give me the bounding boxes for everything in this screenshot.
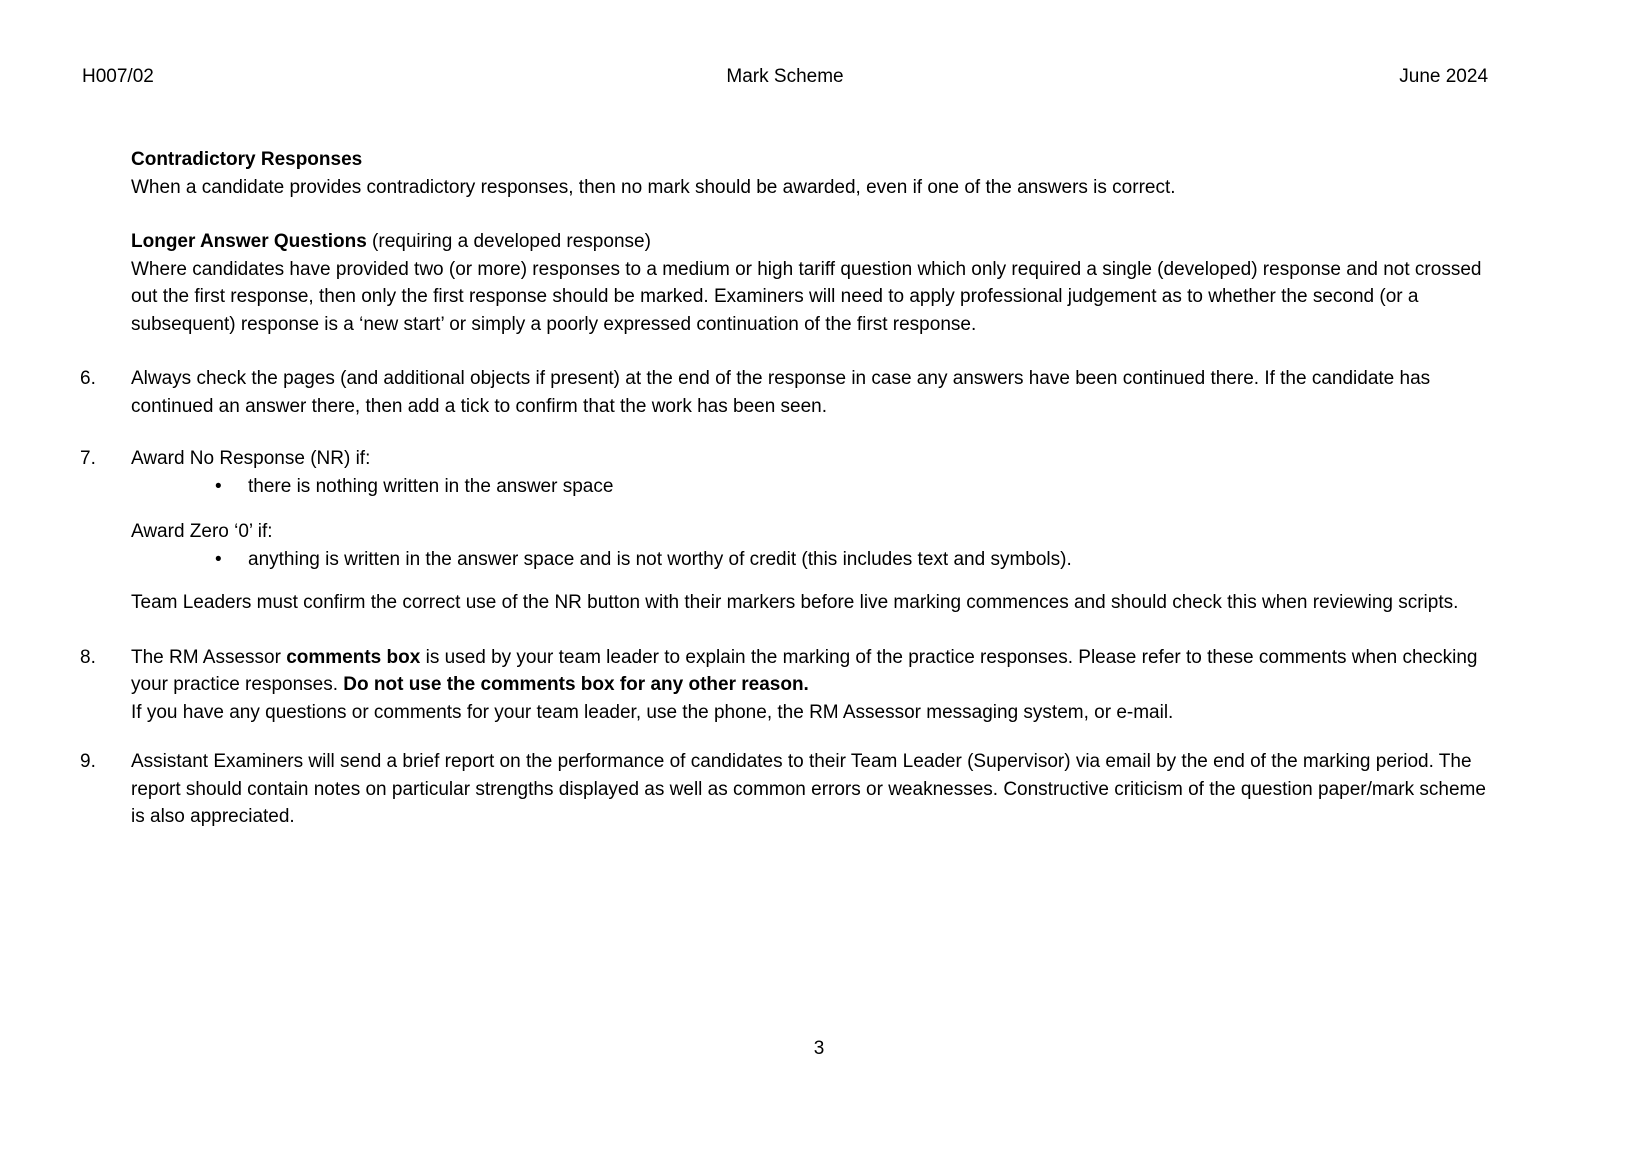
page-footer <box>0 1035 1638 1063</box>
section-longer-answer-questions <box>131 228 1488 338</box>
item-8-paragraph <box>131 644 1488 699</box>
page-header <box>82 63 1488 91</box>
item-9-paragraph: Assistant Examiners will send a brief report on the performance of candidates to their Team Leader (Supervisor) via email by the end of the marking period. The report should contain notes on particular strengths displayed as well as common errors or weaknesses. Constructive criticism of the question paper/mark scheme is also appreciated. <box>131 751 1486 827</box>
item-6-number: 6. <box>80 368 96 389</box>
header-paper-code: H007/02 <box>82 66 154 87</box>
item-7-team-leaders-paragraph: Team Leaders must confirm the correct use of the NR button with their markers before live marking commences and should check this when reviewing scripts. <box>131 592 1459 613</box>
item-7-nr-bullet <box>131 473 1488 501</box>
item-7-award-nr-intro: Award No Response (NR) if: <box>131 448 371 469</box>
header-document-title: Mark Scheme <box>726 66 844 87</box>
contradictory-responses-paragraph: When a candidate provides contradictory responses, then no mark should be awarded, even if one of the answers is correct. <box>131 176 1176 198</box>
document-body <box>80 146 1488 831</box>
list-item-8 <box>80 644 1488 727</box>
item-7-zero-bullet <box>131 546 1488 574</box>
longer-answer-heading-bold: Longer Answer Questions <box>131 231 367 252</box>
longer-answer-paragraph: Where candidates have provided two (or more) responses to a medium or high tariff question which only required a single (developed) response and not crossed out the first response, then only the first response should be marked. Examiners will need to apply professional judgement as to whether the second (or a subsequent) response is a ‘new start’ or simply a poorly expressed continuation of the first response. <box>131 258 1482 335</box>
list-item-9 <box>80 748 1488 831</box>
item-8-contact-line: If you have any questions or comments for your team leader, use the phone, the RM Assessor messaging system, or e-mail. <box>131 701 1174 723</box>
longer-answer-heading <box>131 228 1488 256</box>
item-7-zero-bullet-text: anything is written in the answer space and is not worthy of credit (this includes text and symbols). <box>248 548 1072 570</box>
item-8-text-2: is used by your team leader to explain the marking of the practice responses. Please refer to these comments when checking your practice responses. <box>131 646 1478 695</box>
bullet-icon: • <box>215 475 222 497</box>
section-contradictory-responses <box>131 146 1488 201</box>
item-7-nr-bullet-text: there is nothing written in the answer space <box>248 475 614 497</box>
page-number: 3 <box>813 1038 825 1059</box>
longer-answer-heading-normal: (requiring a developed response) <box>366 231 651 252</box>
item-8-warning-bold: Do not use the comments box for any other reason. <box>343 674 809 695</box>
item-8-number: 8. <box>80 646 96 668</box>
item-8-comments-box-bold: comments box <box>286 646 421 668</box>
item-6-paragraph: Always check the pages (and additional objects if present) at the end of the response in case any answers have been continued there. If the candidate has continued an answer there, then add a tick to confirm that the work has been seen. <box>131 368 1431 417</box>
item-9-number: 9. <box>80 751 96 772</box>
header-session-date: June 2024 <box>1399 66 1489 87</box>
item-7-award-zero-intro: Award Zero ‘0’ if: <box>131 521 273 542</box>
bullet-icon: • <box>215 548 222 570</box>
item-8-text-1: The RM Assessor <box>131 646 287 668</box>
list-item-7 <box>80 445 1488 617</box>
item-7-number: 7. <box>80 448 96 469</box>
list-item-6 <box>80 365 1488 420</box>
contradictory-responses-heading: Contradictory Responses <box>131 149 363 170</box>
